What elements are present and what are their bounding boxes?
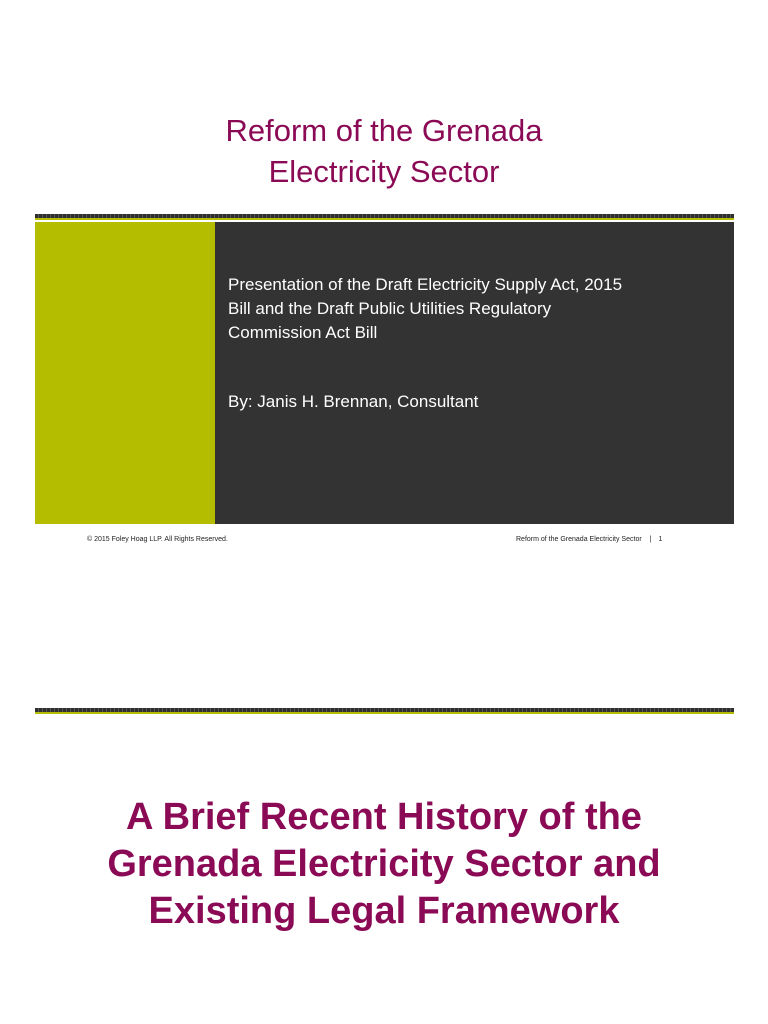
section-footer — [516, 536, 662, 543]
section-title-line: Grenada Electricity Sector and — [107, 843, 661, 885]
slide-title — [0, 110, 768, 192]
section-title-line: A Brief Recent History of the — [126, 796, 642, 838]
subtitle-line: Bill and the Draft Public Utilities Regulatory — [228, 299, 552, 318]
section-title-line: Existing Legal Framework — [148, 890, 620, 932]
subtitle-line: Presentation of the Draft Electricity Supply Act, 2015 — [228, 275, 623, 294]
footer-separator: | — [649, 536, 652, 543]
header-divider — [35, 708, 734, 714]
slide-2 — [0, 600, 768, 1024]
presenter-byline: By: Janis H. Brennan, Consultant — [228, 392, 479, 411]
section-title — [0, 794, 768, 935]
subtitle-panel — [215, 222, 734, 524]
accent-green-panel — [35, 222, 215, 524]
presentation-subtitle — [228, 273, 708, 345]
page-number: 1 — [658, 536, 663, 543]
slide-title-line: Electricity Sector — [268, 154, 500, 189]
copyright-footer: © 2015 Foley Hoag LLP. All Rights Reserved. — [87, 536, 228, 543]
slide-title-line: Reform of the Grenada — [225, 113, 543, 148]
footer-section-title: Reform of the Grenada Electricity Sector — [516, 536, 642, 543]
header-divider — [35, 214, 734, 220]
subtitle-line: Commission Act Bill — [228, 323, 378, 342]
